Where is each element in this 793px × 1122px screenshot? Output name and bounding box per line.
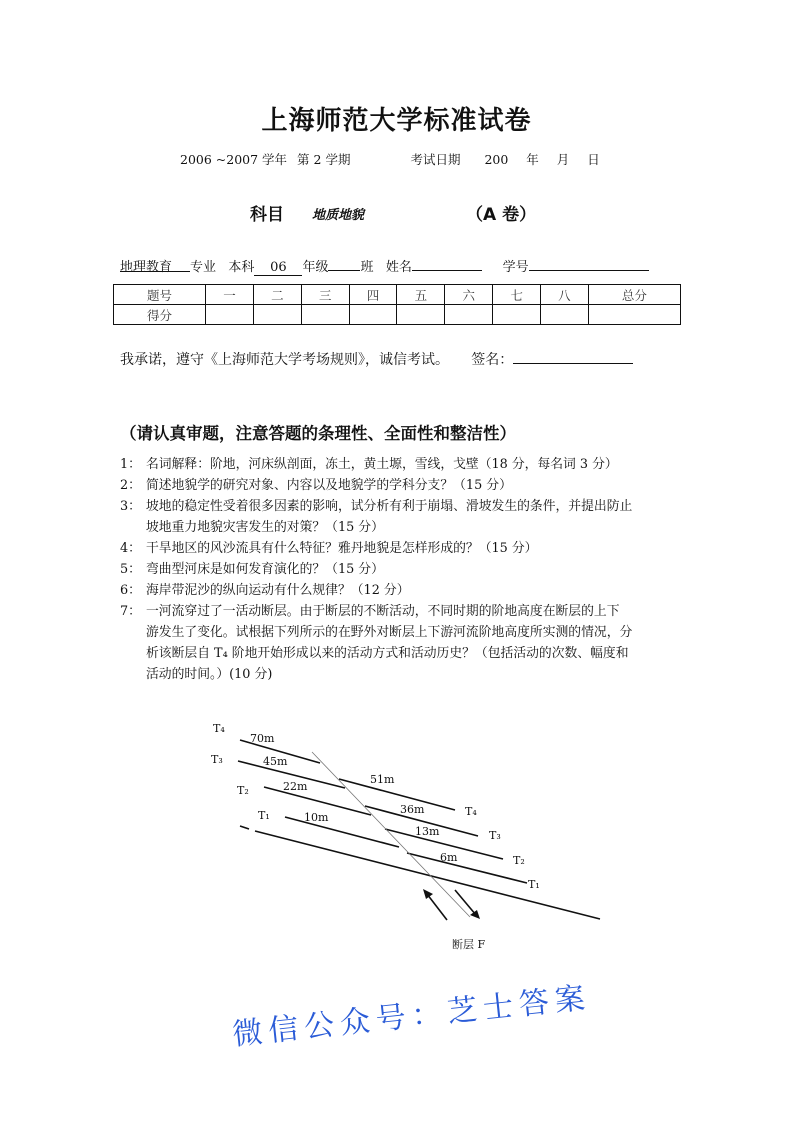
question-text: 弯曲型河床是如何发育演化的？（15 分）: [146, 562, 384, 577]
semester: 第 2 学期: [297, 152, 351, 167]
question-text: 名词解释：阶地，河床纵剖面，冻土，黄土塬，雪线，戈壁（18 分，每名词 3 分）: [146, 457, 618, 472]
terrace-t1-downstream: [407, 853, 527, 883]
question-text: 海岸带泥沙的纵向运动有什么规律？（12 分）: [146, 583, 410, 598]
header-cell: 一: [206, 285, 254, 305]
academic-year: 2006 ~2007 学年: [180, 152, 288, 167]
score-row-label: 得分: [114, 305, 206, 325]
height-t2-downstream: 13m: [415, 825, 440, 838]
height-t1-upstream: 10m: [304, 811, 329, 824]
question-number: 5：: [120, 562, 141, 577]
grade-label: 年级: [302, 260, 329, 275]
page-title: 上海师范大学标准试卷: [261, 106, 532, 136]
watermark: 微信公众号：芝士答案: [230, 980, 593, 1053]
label-t4-left: T₄: [213, 722, 225, 735]
student-id-label: 学号: [502, 260, 529, 275]
header-cell: 五: [397, 285, 445, 305]
header-cell: 六: [445, 285, 493, 305]
question-number: 3：: [120, 499, 141, 514]
subject-name: 地质地貌: [312, 208, 365, 223]
height-t3-downstream: 36m: [400, 803, 425, 816]
header-cell: 二: [253, 285, 301, 305]
header-cell: 四: [349, 285, 397, 305]
arrow-up-left: [427, 894, 447, 920]
riverbed-dash: [240, 826, 249, 829]
class-label: 班: [360, 260, 374, 275]
level-label: 本科: [228, 260, 255, 275]
question-text: 活动的时间。）(10 分): [146, 667, 273, 682]
major-field[interactable]: 地理教育: [120, 256, 190, 272]
paper-version: （A 卷）: [466, 205, 537, 225]
riverbed-line: [255, 831, 600, 919]
signature-label: 签名：: [471, 352, 514, 368]
question-text: 简述地貌学的研究对象、内容以及地貌学的学科分支？（15 分）: [146, 478, 512, 493]
question-number: 7：: [120, 604, 141, 619]
label-t1-left: T₁: [258, 809, 270, 822]
pledge-text: 我承诺，遵守《上海师范大学考场规则》，诚信考试。: [120, 352, 449, 368]
arrowhead-down-right: [470, 910, 480, 919]
exam-date: 200 年 月 日: [484, 152, 600, 167]
exam-date-label: 考试日期: [410, 152, 461, 167]
height-t1-downstream: 6m: [440, 851, 458, 864]
label-t1-right: T₁: [528, 878, 540, 891]
arrowhead-up-left: [423, 889, 433, 899]
label-t3-right: T₃: [489, 829, 501, 842]
header-cell: 七: [493, 285, 541, 305]
question-number: 6：: [120, 583, 141, 598]
question-text: 游发生了变化。试根据下列所示的在野外对断层上下游河流阶地高度所实测的情况，分: [146, 625, 633, 640]
height-t2-upstream: 22m: [283, 780, 308, 793]
header-cell: 总分: [588, 285, 680, 305]
fault-label: 断层 F: [452, 938, 486, 951]
major-label: 专业: [190, 260, 217, 275]
question-number: 4：: [120, 541, 141, 556]
subject-label: 科目: [250, 205, 284, 225]
label-t3-left: T₃: [211, 753, 223, 766]
header-cell: 题号: [114, 285, 206, 305]
arrow-down-right: [455, 890, 476, 915]
question-number: 2：: [120, 478, 141, 493]
grade-field[interactable]: 06: [254, 260, 302, 276]
label-t2-left: T₂: [237, 784, 249, 797]
label-t4-right: T₄: [465, 805, 477, 818]
instructions: （请认真审题，注意答题的条理性、全面性和整洁性）: [120, 424, 516, 443]
question-text: 析该断层自 T₄ 阶地开始形成以来的活动方式和活动历史？（包括活动的次数、幅度和: [146, 646, 629, 661]
question-text: 坡地的稳定性受着很多因素的影响，试分析有利于崩塌、滑坡发生的条件，并提出防止: [146, 499, 633, 514]
name-label: 姓名: [385, 260, 412, 275]
question-text: 坡地重力地貌灾害发生的对策？（15 分）: [146, 520, 384, 535]
height-t4-downstream: 51m: [370, 773, 395, 786]
height-t3-upstream: 45m: [263, 755, 288, 768]
height-t4-upstream: 70m: [250, 732, 275, 745]
terrace-t4-downstream: [339, 779, 455, 810]
question-text: 干旱地区的风沙流具有什么特征？雅丹地貌是怎样形成的？（15 分）: [146, 541, 538, 556]
label-t2-right: T₂: [513, 854, 525, 867]
header-cell: 三: [301, 285, 349, 305]
question-text: 一河流穿过了一活动断层。由于断层的不断活动，不同时期的阶地高度在断层的上下: [146, 604, 620, 619]
question-number: 1：: [120, 457, 141, 472]
header-cell: 八: [541, 285, 589, 305]
